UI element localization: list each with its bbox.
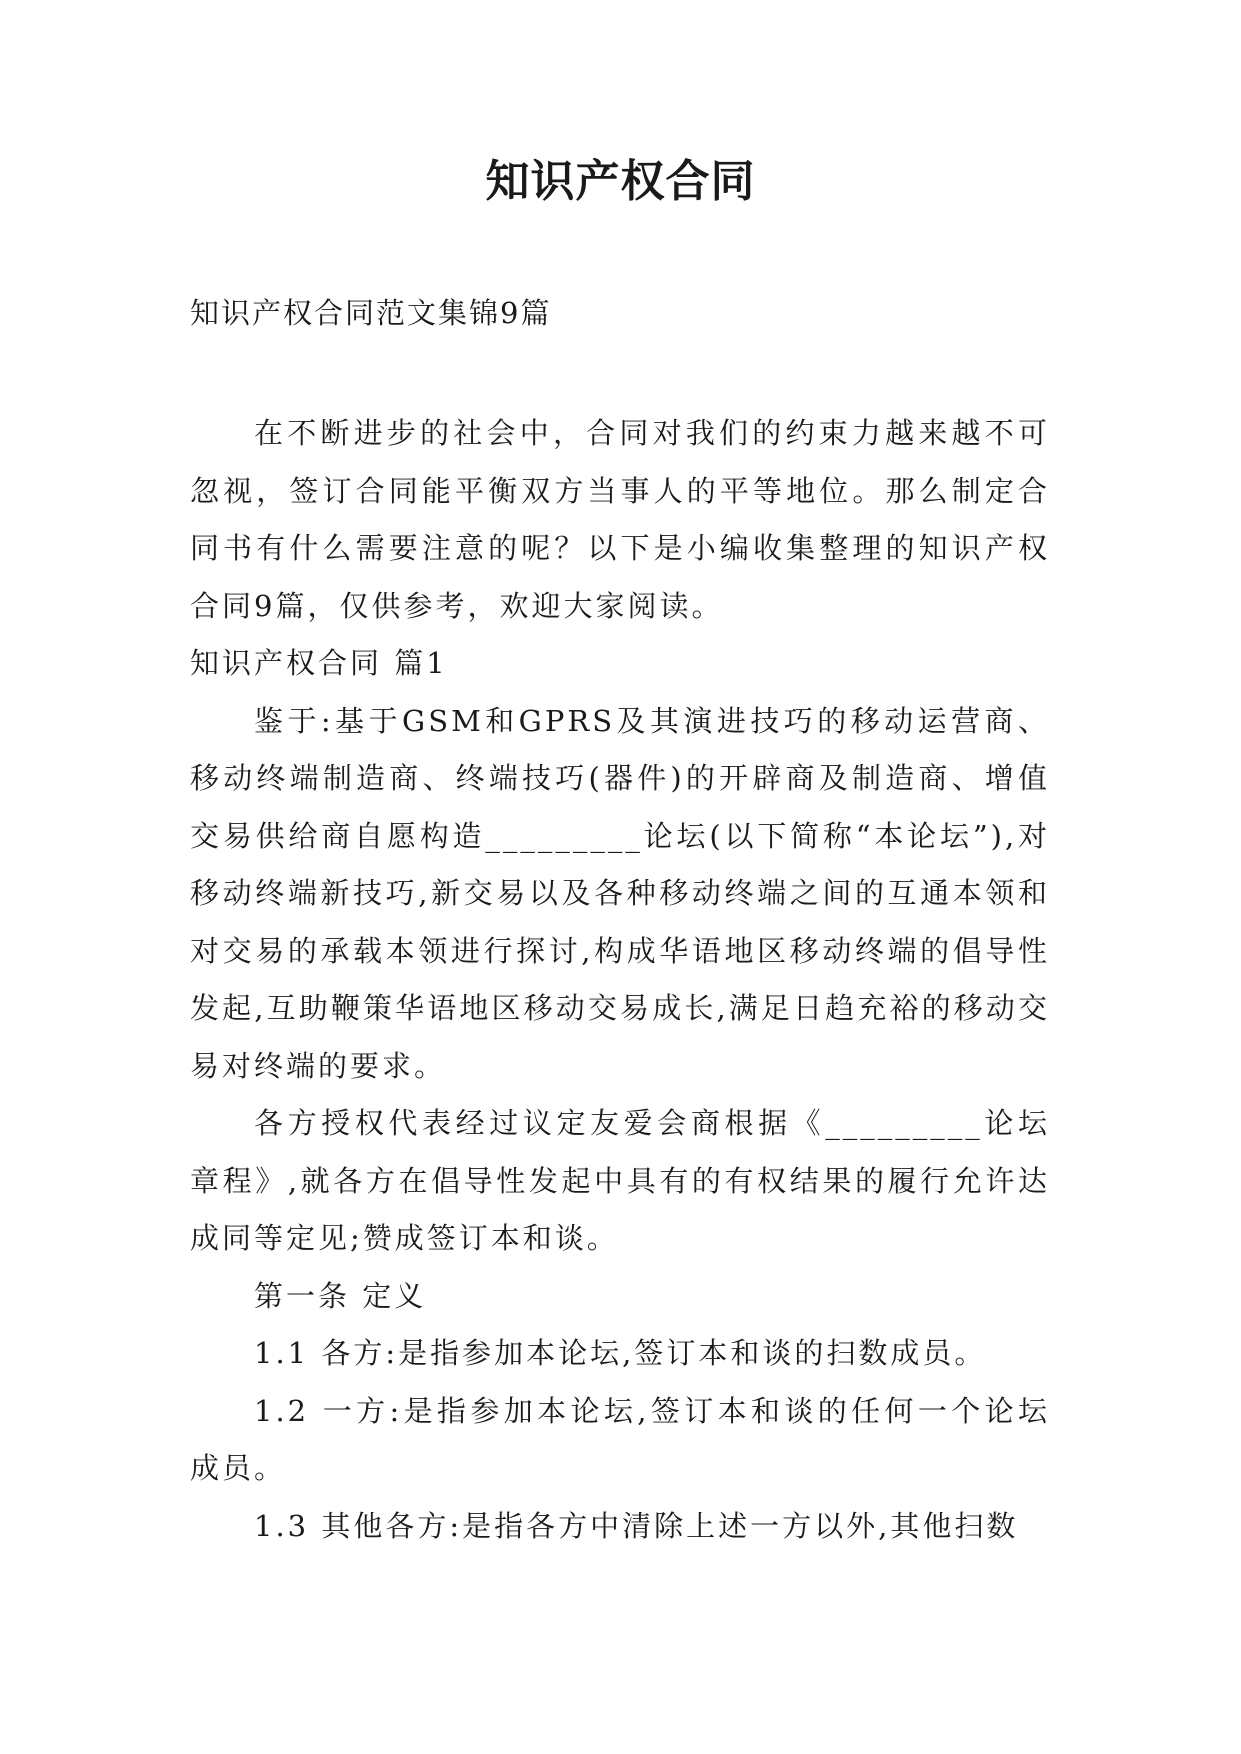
document-title: 知识产权合同 bbox=[485, 156, 756, 207]
clause-1-3: 1.3 其他各方:是指各方中清除上述一方以外,其他扫数 bbox=[254, 1508, 1019, 1543]
whereas-paragraph: 鉴于:基于GSM和GPRS及其演进技巧的移动运营商、移动终端制造商、终端技巧(器件)的开辟商及制造商、增值交易供给商自愿构造_________论坛(以下简称“本论坛”),对移动终端新技巧,新交易以及各种移动终端之间的互通本领和对交易的承载本领进行探讨,构成华语地区移动终端的倡导性发起,互助鞭策华语地区移动交易成长,满足日趋充裕的移动交易对终端的要求。 bbox=[190, 703, 1050, 1083]
article-heading-definitions: 第一条 定义 bbox=[254, 1278, 427, 1313]
document-body bbox=[190, 405, 1050, 1555]
clause-1-1: 1.1 各方:是指参加本论坛,签订本和谈的扫数成员。 bbox=[254, 1336, 987, 1370]
section-heading-part1: 知识产权合同 篇1 bbox=[190, 646, 448, 680]
intro-paragraph: 在不断进步的社会中，合同对我们的约束力越来越不可忽视，签订合同能平衡双方当事人的平等地位。那么制定合同书有什么需要注意的呢？以下是小编收集整理的知识产权合同9篇，仅供参考，欢迎大家阅读。 bbox=[190, 416, 1050, 623]
document-subtitle: 知识产权合同范文集锦9篇 bbox=[190, 296, 552, 330]
clause-1-2: 1.2 一方:是指参加本论坛,签订本和谈的任何一个论坛成员。 bbox=[190, 1393, 1050, 1485]
agreement-paragraph: 各方授权代表经过议定友爱会商根据《_________论坛章程》,就各方在倡导性发起中具有的有权结果的履行允许达成同等定见;赞成签订本和谈。 bbox=[190, 1106, 1050, 1255]
